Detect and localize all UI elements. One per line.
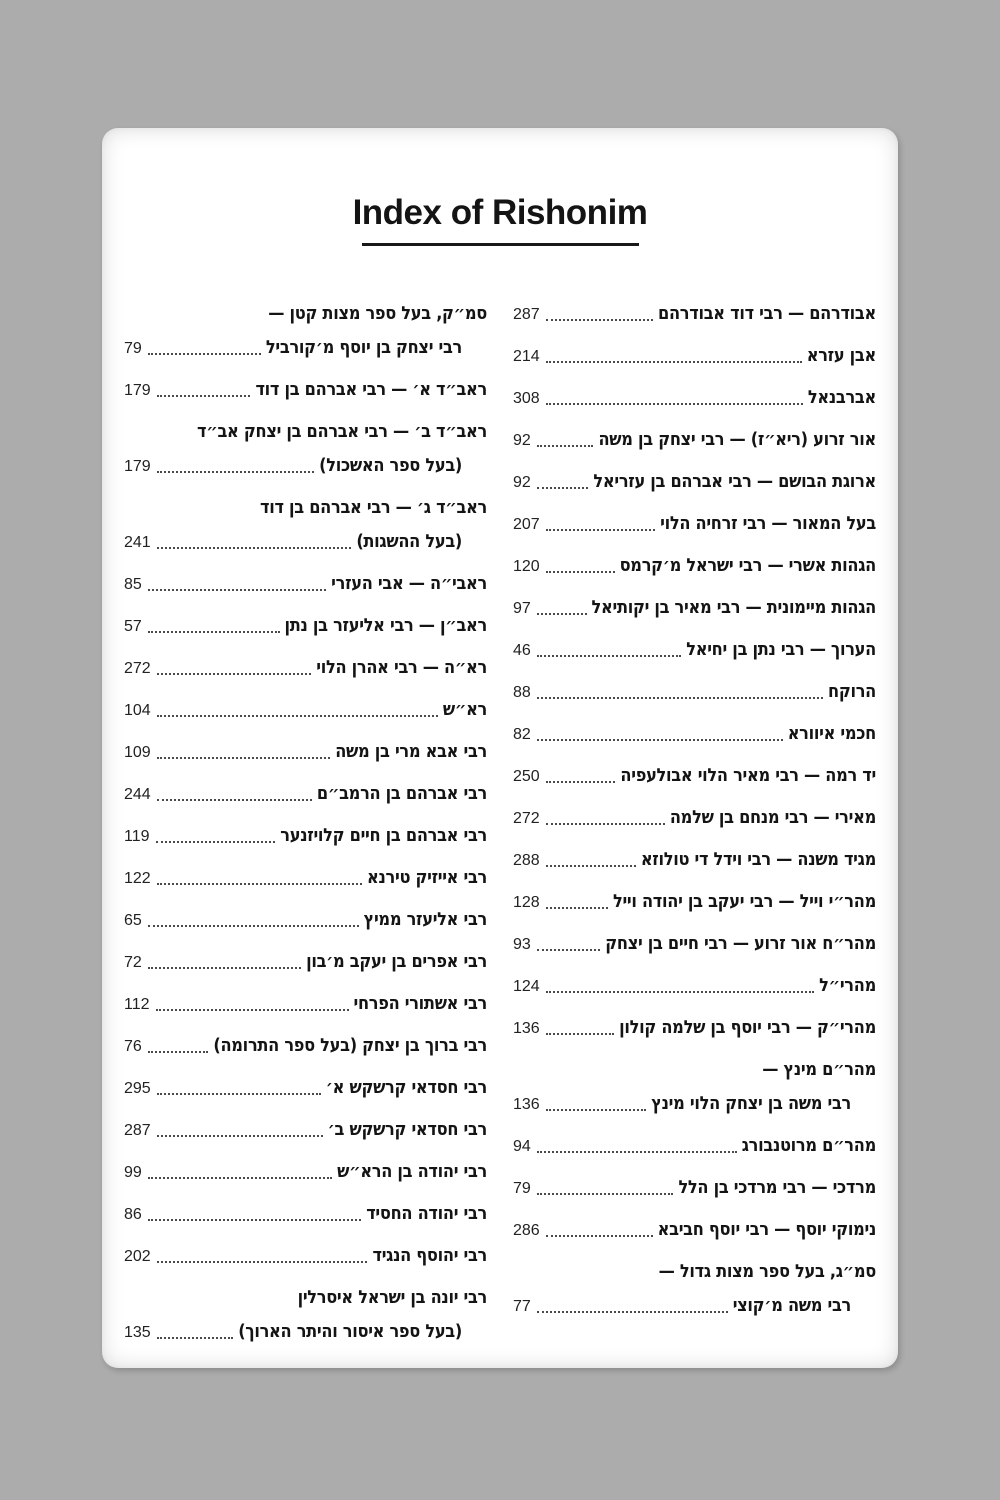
- index-entry: [513, 512, 876, 537]
- entry-text: רבי יהודה בן הרא״ש: [337, 1161, 487, 1182]
- index-entry-line: [513, 344, 876, 369]
- index-entry-line: [513, 1294, 876, 1319]
- entry-page-number: 128: [513, 894, 540, 911]
- index-entry: [124, 992, 487, 1017]
- index-entry-line: [124, 496, 487, 520]
- dot-leader: [546, 863, 636, 867]
- dot-leader: [546, 1233, 653, 1237]
- dot-leader: [148, 587, 326, 591]
- entry-text: רבי משה מ׳קוצי: [732, 1295, 851, 1316]
- index-entry: [124, 1202, 487, 1227]
- dot-leader: [546, 1107, 647, 1111]
- entry-text: רבי אבא מרי בן משה: [335, 741, 487, 762]
- entry-text: רבי משה בן יצחק הלוי מינץ: [651, 1093, 851, 1114]
- entry-page-number: 109: [124, 744, 151, 761]
- index-entry-line: [513, 428, 876, 453]
- entry-page-number: 72: [124, 954, 142, 971]
- dot-leader: [537, 653, 681, 657]
- index-entry: [124, 1286, 487, 1345]
- entry-text: רבי חסדאי קרשקש א׳: [325, 1077, 487, 1098]
- entry-page-number: 250: [513, 768, 540, 785]
- entry-page-number: 94: [513, 1138, 531, 1155]
- dot-leader: [148, 1175, 332, 1179]
- entry-text: הגהות מיימונית — רבי מאיר בן יקותיאל: [591, 597, 876, 618]
- entry-text: רבי יונה בן ישראל איסרלין: [297, 1287, 487, 1308]
- index-entry-line: [124, 1076, 487, 1101]
- index-entry-line: [124, 1320, 487, 1345]
- index-entry-line: [513, 1016, 876, 1041]
- entry-page-number: 272: [513, 810, 540, 827]
- dot-leader: [148, 923, 359, 927]
- entry-text: סמ״ג, בעל ספר מצות גדול —: [658, 1261, 876, 1282]
- entry-text: (בעל ההשגות): [356, 531, 462, 552]
- entry-text: מהרי״ק — רבי יוסף בן שלמה קולון: [619, 1017, 876, 1038]
- entry-page-number: 241: [124, 534, 151, 551]
- index-entry-line: [124, 1286, 487, 1310]
- dot-leader: [157, 797, 312, 801]
- entry-text: רבי אברהם בן הרמב״ם: [316, 783, 487, 804]
- index-entry-line: [513, 890, 876, 915]
- index-entry: [513, 344, 876, 369]
- index-column-right: [513, 302, 876, 1362]
- entry-text: מהר״ם מרוטנבורג: [741, 1135, 876, 1156]
- index-entry: [124, 1118, 487, 1143]
- index-entry-line: [513, 386, 876, 411]
- entry-text: רבי אייזיק טירנא: [367, 867, 487, 888]
- entry-page-number: 93: [513, 936, 531, 953]
- entry-text: אברבנאל: [807, 387, 876, 408]
- index-entry: [513, 932, 876, 957]
- index-entry: [513, 806, 876, 831]
- entry-page-number: 135: [124, 1324, 151, 1341]
- index-entry: [513, 722, 876, 747]
- index-entry: [513, 554, 876, 579]
- entry-page-number: 99: [124, 1164, 142, 1181]
- dot-leader: [157, 1259, 368, 1263]
- index-entry: [513, 1058, 876, 1117]
- index-entry-line: [513, 1218, 876, 1243]
- index-entry: [124, 1244, 487, 1269]
- dot-leader: [157, 545, 352, 549]
- entry-page-number: 287: [124, 1122, 151, 1139]
- dot-leader: [157, 1133, 323, 1137]
- dot-leader: [546, 821, 665, 825]
- entry-page-number: 57: [124, 618, 142, 635]
- index-entry-line: [124, 950, 487, 975]
- index-entry: [513, 974, 876, 999]
- index-entry: [124, 1034, 487, 1059]
- index-entry: [513, 638, 876, 663]
- entry-text: רבי אשתורי הפרחי: [353, 993, 487, 1014]
- index-entry-line: [513, 680, 876, 705]
- index-entry: [513, 386, 876, 411]
- index-entry-line: [124, 824, 487, 849]
- dot-leader: [537, 695, 823, 699]
- entry-page-number: 214: [513, 348, 540, 365]
- entry-page-number: 85: [124, 576, 142, 593]
- entry-text: ראב״ד ג׳ — רבי אברהם בן דוד: [260, 497, 487, 518]
- entry-text: ראב״ד ב׳ — רבי אברהם בן יצחק אב״ד: [197, 421, 487, 442]
- entry-page-number: 97: [513, 600, 531, 617]
- index-entry-line: [513, 470, 876, 495]
- entry-text: בעל המאור — רבי זרחיה הלוי: [660, 513, 876, 534]
- index-entry: [124, 866, 487, 891]
- entry-page-number: 202: [124, 1248, 151, 1265]
- entry-text: מגיד משנה — רבי וידל די טולוזא: [640, 849, 876, 870]
- index-entry: [124, 420, 487, 479]
- index-entry-line: [124, 572, 487, 597]
- dot-leader: [537, 947, 600, 951]
- entry-text: אור זרוע (ריא״ז) — רבי יצחק בן משה: [598, 429, 876, 450]
- index-entry: [513, 1176, 876, 1201]
- entry-page-number: 65: [124, 912, 142, 929]
- entry-page-number: 86: [124, 1206, 142, 1223]
- entry-page-number: 46: [513, 642, 531, 659]
- entry-text: רבי אברהם בן חיים קלויזנער: [280, 825, 487, 846]
- index-entry-line: [513, 596, 876, 621]
- dot-leader: [148, 1049, 209, 1053]
- entry-page-number: 92: [513, 474, 531, 491]
- dot-leader: [148, 965, 301, 969]
- index-entry: [513, 764, 876, 789]
- index-entry: [513, 1134, 876, 1159]
- index-entry-line: [124, 698, 487, 723]
- dot-leader: [537, 485, 589, 489]
- index-entry-line: [513, 1176, 876, 1201]
- index-entry-line: [124, 454, 487, 479]
- dot-leader: [537, 737, 783, 741]
- entry-page-number: 92: [513, 432, 531, 449]
- index-entry-line: [513, 1058, 876, 1082]
- dot-leader: [546, 905, 608, 909]
- entry-page-number: 288: [513, 852, 540, 869]
- index-entry-line: [124, 908, 487, 933]
- index-entry-line: [513, 974, 876, 999]
- entry-page-number: 295: [124, 1080, 151, 1097]
- index-entry-line: [124, 1034, 487, 1059]
- index-entry: [513, 470, 876, 495]
- index-entry-line: [124, 1244, 487, 1269]
- entry-page-number: 120: [513, 558, 540, 575]
- dot-leader: [537, 443, 594, 447]
- entry-page-number: 272: [124, 660, 151, 677]
- dot-leader: [157, 881, 362, 885]
- index-entry-line: [124, 530, 487, 555]
- entry-text: ראבי״ה — אבי העזרי: [331, 573, 487, 594]
- dot-leader: [546, 359, 802, 363]
- entry-page-number: 179: [124, 458, 151, 475]
- index-entry: [124, 656, 487, 681]
- index-entry-line: [513, 722, 876, 747]
- page-title: Index of Rishonim: [352, 193, 648, 232]
- dot-leader: [148, 351, 261, 355]
- index-entry: [124, 614, 487, 639]
- entry-text: (בעל ספר איסור והיתר הארוך): [238, 1321, 462, 1342]
- entry-page-number: 88: [513, 684, 531, 701]
- index-entry-line: [124, 378, 487, 403]
- entry-text: מהר״ם מינץ —: [762, 1059, 876, 1080]
- entry-text: אבן עזרא: [806, 345, 876, 366]
- entry-page-number: 287: [513, 306, 540, 323]
- entry-page-number: 77: [513, 1298, 531, 1315]
- index-entry-line: [513, 806, 876, 831]
- entry-page-number: 82: [513, 726, 531, 743]
- index-entry: [124, 496, 487, 555]
- dot-leader: [546, 779, 616, 783]
- dot-leader: [546, 401, 803, 405]
- index-entry-line: [124, 1118, 487, 1143]
- entry-text: סמ״ק, בעל ספר מצות קטן —: [268, 303, 487, 324]
- index-entry-line: [513, 932, 876, 957]
- entry-text: מרדכי — רבי מרדכי בן הלל: [678, 1177, 876, 1198]
- entry-text: נימוקי יוסף — רבי יוסף חביבא: [657, 1219, 876, 1240]
- index-entry: [513, 680, 876, 705]
- index-entry-line: [124, 336, 487, 361]
- index-entry: [124, 572, 487, 597]
- index-entry: [124, 1160, 487, 1185]
- dot-leader: [148, 629, 280, 633]
- index-entry-line: [513, 554, 876, 579]
- entry-text: ראב״ד א׳ — רבי אברהם בן דוד: [255, 379, 487, 400]
- book-page: [102, 128, 898, 1368]
- index-entry-line: [513, 1092, 876, 1117]
- index-columns: [102, 246, 898, 1362]
- index-entry-line: [124, 656, 487, 681]
- dot-leader: [157, 755, 331, 759]
- entry-text: מהרי״ל: [819, 975, 876, 996]
- dot-leader: [537, 1149, 737, 1153]
- index-column-left: [124, 302, 487, 1362]
- index-entry-line: [513, 302, 876, 327]
- entry-page-number: 76: [124, 1038, 142, 1055]
- entry-page-number: 122: [124, 870, 151, 887]
- entry-text: ארוגת הבושם — רבי אברהם בן עזריאל: [593, 471, 876, 492]
- entry-page-number: 244: [124, 786, 151, 803]
- entry-page-number: 179: [124, 382, 151, 399]
- entry-text: מהר״ח אור זרוע — רבי חיים בן יצחק: [605, 933, 876, 954]
- dot-leader: [546, 317, 653, 321]
- entry-text: רבי יהוסף הנגיד: [372, 1245, 487, 1266]
- entry-text: רבי אפרים בן יעקב מ׳בון: [306, 951, 487, 972]
- index-entry-line: [124, 740, 487, 765]
- index-entry-line: [124, 420, 487, 444]
- entry-text: (בעל ספר האשכול): [319, 455, 462, 476]
- index-entry: [124, 908, 487, 933]
- entry-page-number: 286: [513, 1222, 540, 1239]
- dot-leader: [156, 1007, 349, 1011]
- dot-leader: [537, 1191, 674, 1195]
- dot-leader: [537, 611, 587, 615]
- entry-page-number: 79: [124, 340, 142, 357]
- dot-leader: [157, 1335, 234, 1339]
- index-entry-line: [124, 1202, 487, 1227]
- entry-text: רבי ברוך בן יצחק (בעל ספר התרומה): [213, 1035, 487, 1056]
- entry-text: הגהות אשרי — רבי ישראל מ׳קרמס: [619, 555, 876, 576]
- entry-page-number: 124: [513, 978, 540, 995]
- index-entry-line: [513, 512, 876, 537]
- entry-text: רא״ש: [442, 699, 487, 720]
- index-entry-line: [513, 1134, 876, 1159]
- index-entry-line: [124, 866, 487, 891]
- index-entry: [124, 698, 487, 723]
- entry-page-number: 136: [513, 1020, 540, 1037]
- dot-leader: [157, 713, 438, 717]
- dot-leader: [156, 839, 276, 843]
- entry-text: הרוקח: [828, 681, 876, 702]
- entry-page-number: 136: [513, 1096, 540, 1113]
- index-entry: [124, 740, 487, 765]
- index-entry-line: [513, 638, 876, 663]
- entry-page-number: 207: [513, 516, 540, 533]
- entry-page-number: 119: [124, 828, 150, 845]
- entry-text: הערוך — רבי נתן בן יחיאל: [686, 639, 876, 660]
- entry-text: רבי יצחק בן יוסף מ׳קורביל: [265, 337, 462, 358]
- index-entry: [513, 428, 876, 453]
- index-entry-line: [513, 1260, 876, 1284]
- index-entry: [513, 1260, 876, 1319]
- entry-text: אבודרהם — רבי דוד אבודרהם: [658, 303, 876, 324]
- index-entry-line: [513, 764, 876, 789]
- dot-leader: [157, 1091, 321, 1095]
- entry-text: מאירי — רבי מנחם בן שלמה: [669, 807, 876, 828]
- entry-page-number: 104: [124, 702, 151, 719]
- entry-text: חכמי איוורא: [787, 723, 876, 744]
- entry-text: מהר״י וייל — רבי יעקב בן יהודה וייל: [612, 891, 876, 912]
- entry-text: רא״ה — רבי אהרן הלוי: [316, 657, 487, 678]
- index-entry: [124, 1076, 487, 1101]
- index-entry-line: [513, 848, 876, 873]
- entry-page-number: 308: [513, 390, 540, 407]
- index-entry: [124, 782, 487, 807]
- dot-leader: [546, 1031, 614, 1035]
- dot-leader: [537, 1309, 728, 1313]
- entry-text: רבי אליעזר ממיץ: [363, 909, 487, 930]
- index-entry-line: [124, 302, 487, 326]
- index-entry: [513, 848, 876, 873]
- dot-leader: [157, 469, 314, 473]
- index-entry: [124, 378, 487, 403]
- index-entry-line: [124, 614, 487, 639]
- entry-text: יד רמה — רבי מאיר הלוי אבולעפיה: [620, 765, 876, 786]
- index-entry: [513, 1016, 876, 1041]
- index-entry: [513, 596, 876, 621]
- dot-leader: [546, 569, 615, 573]
- entry-text: ראב״ן — רבי אליעזר בן נתן: [284, 615, 487, 636]
- index-entry: [124, 950, 487, 975]
- dot-leader: [546, 989, 814, 993]
- entry-page-number: 112: [124, 996, 150, 1013]
- dot-leader: [148, 1217, 361, 1221]
- index-entry: [124, 824, 487, 849]
- index-entry-line: [124, 992, 487, 1017]
- title-block: [102, 128, 898, 246]
- dot-leader: [546, 527, 655, 531]
- index-entry-line: [124, 782, 487, 807]
- index-entry: [513, 890, 876, 915]
- index-entry: [513, 302, 876, 327]
- entry-page-number: 79: [513, 1180, 531, 1197]
- index-entry: [124, 302, 487, 361]
- dot-leader: [157, 393, 251, 397]
- index-entry: [513, 1218, 876, 1243]
- dot-leader: [157, 671, 312, 675]
- entry-text: רבי חסדאי קרשקש ב׳: [327, 1119, 487, 1140]
- entry-text: רבי יהודה החסיד: [366, 1203, 487, 1224]
- index-entry-line: [124, 1160, 487, 1185]
